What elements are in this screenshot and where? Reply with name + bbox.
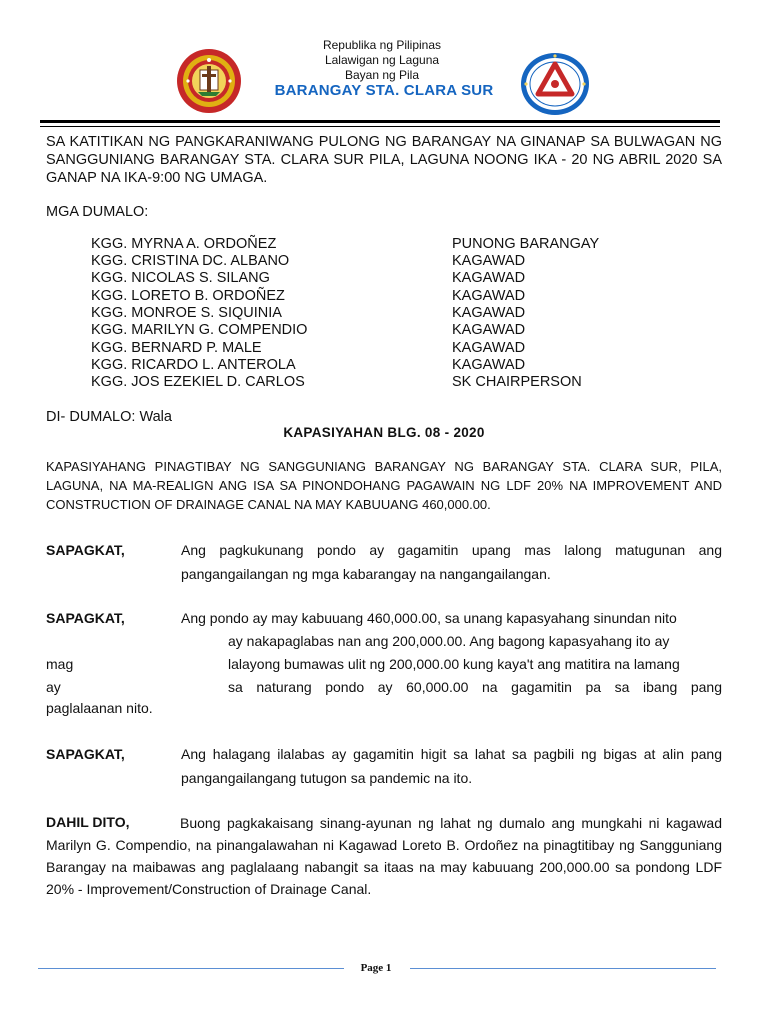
clause-label: SAPAGKAT, xyxy=(46,610,125,626)
attendee-name: KGG. MARILYN G. COMPENDIO xyxy=(91,322,308,338)
attendee-position: KAGAWAD xyxy=(452,322,526,338)
attendee-name: KGG. NICOLAS S. SILANG xyxy=(91,270,270,286)
header-rule xyxy=(40,120,720,123)
municipal-seal-icon xyxy=(176,48,242,114)
attendee-name: KGG. BERNARD P. MALE xyxy=(91,340,262,356)
attendee-name: KGG. JOS EZEKIEL D. CARLOS xyxy=(91,374,305,390)
resolution-summary: KAPASIYAHANG PINAGTIBAY NG SANGGUNIANG BARANGAY NG BARANGAY STA. CLARA SUR, PILA, LAGUNA, NA MA-REALIGN ANG ISA SA PINONDOHANG PAGAWAIN NG LDF 20% NA IMPROVEMENT AND CONSTRUCTION OF DRAINAGE CANAL NA MAY KABUUANG 460,000.00. xyxy=(46,459,722,512)
barangay-name: BARANGAY STA. CLARA SUR xyxy=(274,82,494,99)
absent-line: DI- DUMALO: Wala xyxy=(46,409,172,425)
clause-text-3: Ang halagang ilalabas ay gagamitin higit sa lahat sa pagbili ng bigas at alin pang pangangailangang tutugon sa pandemic na ito. xyxy=(181,746,722,786)
clause-2-line: paglalaanan nito. xyxy=(46,700,153,716)
clause-2-line: Ang pondo ay may kabuuang 460,000.00, sa unang kapasyahang sinundan nito xyxy=(181,610,677,626)
attendee-name: KGG. MONROE S. SIQUINIA xyxy=(91,305,282,321)
gov-line-province: Lalawigan ng Laguna xyxy=(324,53,440,67)
attendee-name: KGG. LORETO B. ORDOÑEZ xyxy=(91,288,285,304)
header-rule-thin xyxy=(40,126,720,127)
clause-2-line: ay nakapaglabas nan ang 200,000.00. Ang bagong kapasyahang ito ay xyxy=(228,633,670,649)
government-lines xyxy=(260,38,504,83)
clause-2-line: mag xyxy=(46,656,74,672)
attendees-label: MGA DUMALO: xyxy=(46,204,149,220)
attendee-position: PUNONG BARANGAY xyxy=(452,236,600,252)
clause-label: SAPAGKAT, xyxy=(46,542,125,558)
footer-rule-right xyxy=(410,968,716,969)
resolution-title: KAPASIYAHAN BLG. 08 - 2020 xyxy=(283,425,485,440)
attendee-name: KGG. MYRNA A. ORDOÑEZ xyxy=(91,236,277,252)
clause-2-line: sa naturang pondo ay 60,000.00 na gagamitin pa sa ibang pang xyxy=(228,679,722,695)
attendee-position: KAGAWAD xyxy=(452,357,526,373)
minutes-intro: SA KATITIKAN NG PANGKARANIWANG PULONG NG BARANGAY NA GINANAP SA BULWAGAN NG SANGGUNIANG BARANGAY STA. CLARA SUR PILA, LAGUNA NOONG IKA - 20 NG ABRIL 2020 SA GANAP NA IKA-9:00 NG UMAGA. xyxy=(46,134,722,186)
attendee-name: KGG. CRISTINA DC. ALBANO xyxy=(91,253,290,269)
attendee-position: SK CHAIRPERSON xyxy=(452,374,582,390)
dahil-dito-text: Buong pagkakaisang sinang-ayunan ng lahat ng dumalo ang mungkahi ni kagawad Marilyn G. Compendio, na pinangalawahan ni Kagawad Loreto B. Ordoñez na pinagtitibay ng Sangguniang Barangay na maibawas ang paglalaang nabangit sa itaas na may kabuuang 200,000.00 sa pondong LDF 20% - Improvement/Construction of Drainage Canal. xyxy=(46,815,722,897)
attendee-position: KAGAWAD xyxy=(452,270,526,286)
dahil-dito-label: DAHIL DITO, xyxy=(46,814,130,830)
attendee-name: KGG. RICARDO L. ANTEROLA xyxy=(91,357,296,373)
attendee-position: KAGAWAD xyxy=(452,340,526,356)
clause-2-line: lalayong bumawas ulit ng 200,000.00 kung kaya't ang matitira na lamang xyxy=(228,656,680,672)
clause-2-line: ay xyxy=(46,679,61,695)
clause-label: SAPAGKAT, xyxy=(46,746,125,762)
page-number: Page 1 xyxy=(360,962,392,974)
clause-text-1: Ang pagkukunang pondo ay gagamitin upang mas lalong matugunan ang pangangailangan ng mga kabarangay na nangangailangan. xyxy=(181,542,722,582)
barangay-seal-icon xyxy=(520,52,590,116)
letterhead xyxy=(0,0,768,130)
gov-line-republic: Republika ng Pilipinas xyxy=(322,38,442,52)
gov-line-municipality: Bayan ng Pila xyxy=(344,68,420,82)
footer-rule-left xyxy=(38,968,344,969)
attendee-position: KAGAWAD xyxy=(452,288,526,304)
attendee-position: KAGAWAD xyxy=(452,253,526,269)
attendee-position: KAGAWAD xyxy=(452,305,526,321)
